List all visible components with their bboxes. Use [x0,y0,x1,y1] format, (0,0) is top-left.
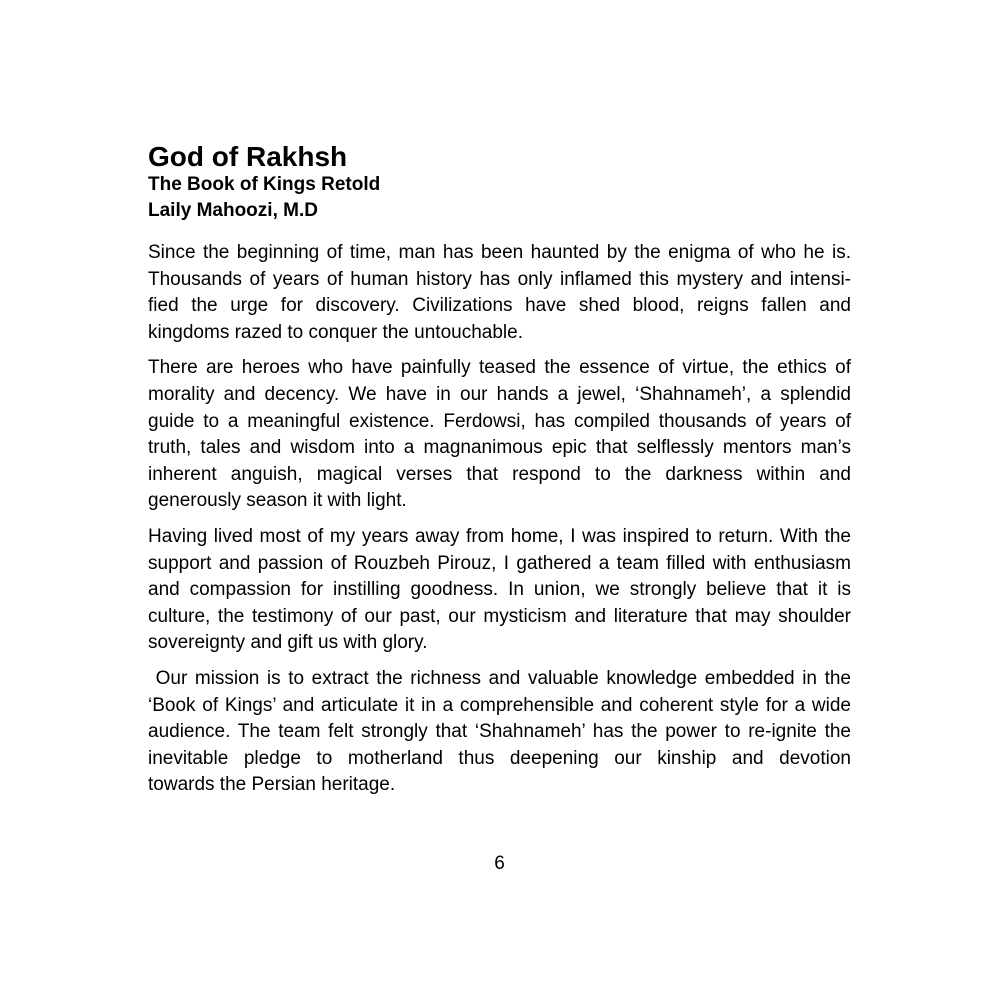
text-line: fied the urge for discovery. Civilizations have shed blood, reigns fallen and [148,295,851,317]
paragraph-2 [148,355,851,515]
paragraph-4 [148,666,851,799]
text-line: morality and decency. We have in our hands a jewel, ‘Shahnameh’, a splendid [148,383,851,405]
text-line: guide to a meaningful existence. Ferdowsi, has compiled thousands of years of [148,410,851,432]
text-line: Thousands of years of human history has only inflamed this mystery and intensi- [148,268,851,290]
author-line: Laily Mahoozi, M.D [148,200,318,221]
text-line: inherent anguish, magical verses that respond to the darkness within and [148,463,851,485]
page-title: God of Rakhsh [148,141,348,172]
text-line: Our mission is to extract the richness and valuable knowledge embedded in the [148,667,851,689]
page-number: 6 [494,853,505,874]
text-line: sovereignty and gift us with glory. [148,632,428,654]
text-line: audience. The team felt strongly that ‘Shahnameh’ has the power to re-ignite the [148,721,851,743]
text-line: truth, tales and wisdom into a magnanimous epic that selflessly mentors man’s [148,437,851,459]
text-line: There are heroes who have painfully teased the essence of virtue, the ethics of [148,357,851,379]
text-line: culture, the testimony of our past, our mysticism and literature that may shoulder [148,605,851,627]
text-line: towards the Persian heritage. [148,774,396,796]
page-subtitle: The Book of Kings Retold [148,174,381,195]
text-line: support and passion of Rouzbeh Pirouz, I gathered a team filled with enthusiasm [148,552,851,574]
paragraph-3 [148,524,851,657]
text-line: generously season it with light. [148,490,407,512]
text-line: kingdoms razed to conquer the untouchable. [148,321,523,343]
text-line: Since the beginning of time, man has been haunted by the enigma of who he is. [148,242,851,263]
text-line: inevitable pledge to motherland thus deepening our kinship and devotion [148,747,851,769]
text-line: and compassion for instilling goodness. In union, we strongly believe that it is [148,579,851,601]
page-content [148,142,851,799]
text-line: ‘Book of Kings’ and articulate it in a comprehensible and coherent style for a wide [148,694,851,716]
text-line: Having lived most of my years away from home, I was inspired to return. With the [148,525,851,547]
paragraph-1 [148,240,851,346]
